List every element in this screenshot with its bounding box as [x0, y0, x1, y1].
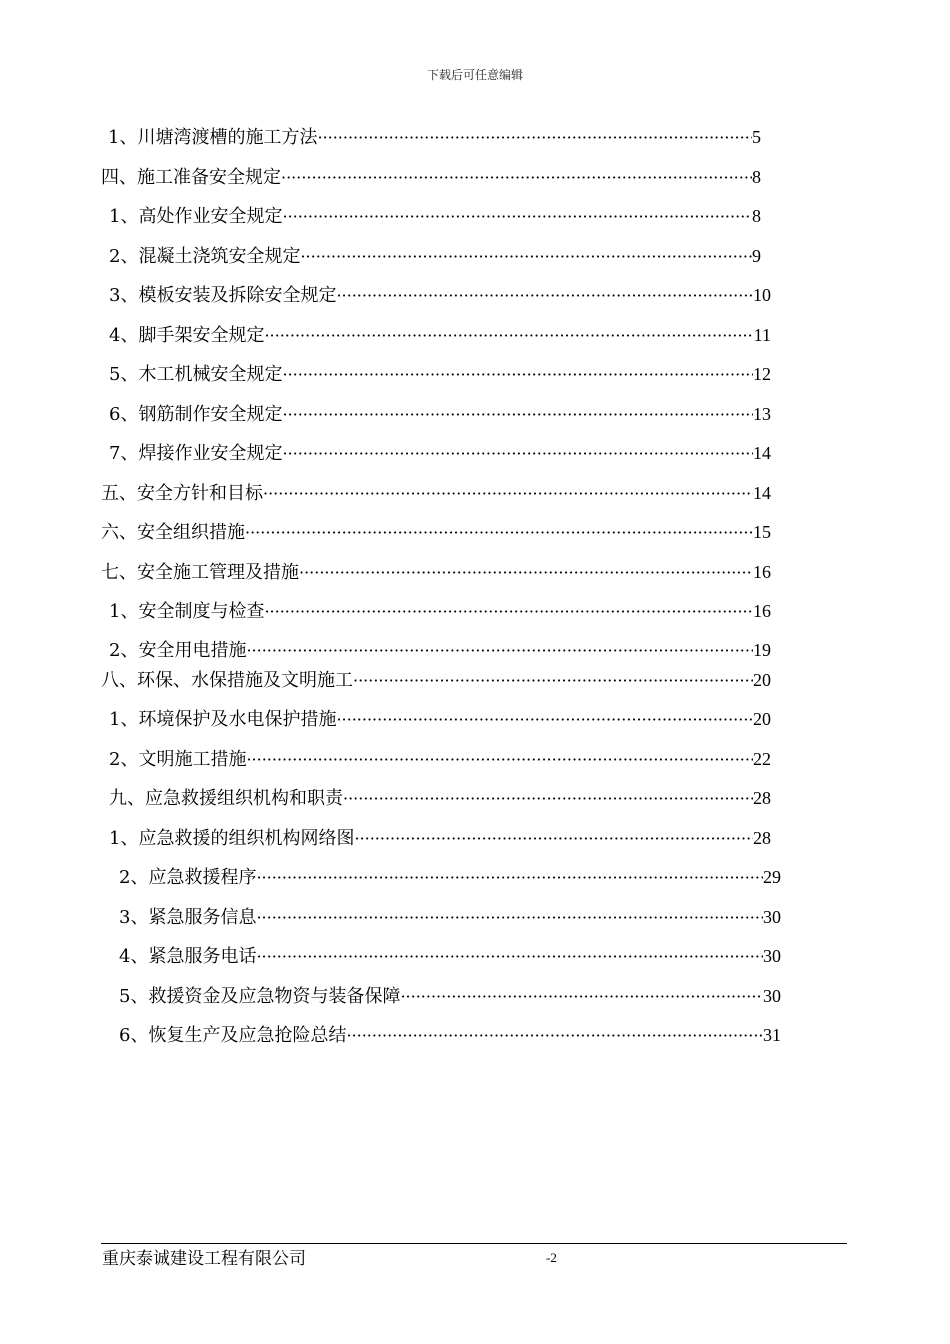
toc-leader-dots — [282, 362, 753, 388]
toc-entry-page: 28 — [753, 828, 771, 848]
toc-entry-page: 8 — [752, 206, 761, 226]
toc-entry-page: 13 — [753, 404, 771, 424]
toc-entry[interactable] — [109, 825, 771, 851]
toc-entry[interactable] — [109, 637, 771, 663]
toc-entry-page: 14 — [753, 443, 771, 463]
toc-leader-dots — [256, 944, 763, 970]
toc-entry[interactable] — [109, 401, 771, 427]
toc-leader-dots — [245, 520, 753, 546]
toc-entry-title: 7、焊接作业安全规定 — [109, 443, 283, 464]
toc-entry[interactable] — [109, 598, 771, 624]
page-header-note: 下载后可任意编辑 — [426, 68, 523, 82]
toc-leader-dots — [346, 1023, 763, 1049]
toc-entry-title: 九、应急救援组织机构和职责 — [109, 788, 343, 809]
toc-entry[interactable] — [101, 519, 771, 545]
toc-entry[interactable] — [101, 559, 771, 585]
toc-leader-dots — [246, 747, 753, 773]
toc-entry[interactable] — [109, 746, 771, 772]
toc-entry-page: 29 — [763, 867, 781, 887]
toc-entry-title: 3、紧急服务信息 — [119, 907, 257, 928]
footer-company-name: 重庆泰诚建设工程有限公司 — [102, 1249, 306, 1269]
toc-entry[interactable] — [109, 706, 771, 732]
toc-entry-title: 6、恢复生产及应急抢险总结 — [119, 1025, 347, 1046]
toc-entry-title: 七、安全施工管理及措施 — [101, 562, 299, 583]
toc-leader-dots — [263, 481, 753, 507]
toc-entry-page: 11 — [753, 325, 771, 345]
toc-entry-title: 2、文明施工措施 — [109, 749, 247, 770]
toc-entry-title: 5、救援资金及应急物资与装备保障 — [119, 986, 401, 1007]
toc-leader-dots — [256, 865, 763, 891]
toc-leader-dots — [300, 244, 752, 270]
toc-entry-page: 20 — [753, 709, 771, 729]
toc-entry-title: 六、安全组织措施 — [101, 522, 245, 543]
toc-entry-title: 2、安全用电措施 — [109, 640, 247, 661]
toc-leader-dots — [400, 984, 763, 1010]
toc-entry[interactable] — [119, 1022, 781, 1048]
toc-entry-title: 1、川塘湾渡槽的施工方法 — [108, 127, 318, 148]
toc-entry-title: 2、混凝土浇筑安全规定 — [109, 246, 301, 267]
toc-leader-dots — [256, 905, 763, 931]
toc-leader-dots — [343, 786, 753, 812]
toc-entry-title: 4、脚手架安全规定 — [109, 325, 265, 346]
toc-leader-dots — [264, 323, 753, 349]
toc-entry-page: 28 — [753, 788, 771, 808]
toc-entry-page: 10 — [753, 285, 771, 305]
toc-entry-title: 3、模板安装及拆除安全规定 — [109, 285, 337, 306]
toc-entry-page: 30 — [763, 946, 781, 966]
toc-entry[interactable] — [108, 124, 761, 150]
toc-entry[interactable] — [101, 480, 771, 506]
toc-entry-title: 五、安全方针和目标 — [101, 483, 263, 504]
toc-entry-title: 四、施工准备安全规定 — [101, 167, 281, 188]
toc-entry[interactable] — [109, 322, 771, 348]
toc-entry-title: 1、应急救援的组织机构网络图 — [109, 828, 355, 849]
toc-leader-dots — [354, 826, 753, 852]
toc-entry-page: 9 — [752, 246, 761, 266]
toc-entry-page: 19 — [753, 640, 771, 660]
toc-entry-page: 5 — [752, 127, 761, 147]
toc-entry[interactable] — [119, 864, 781, 890]
toc-entry[interactable] — [109, 203, 761, 229]
toc-entry[interactable] — [101, 667, 771, 693]
toc-entry-page: 16 — [753, 601, 771, 621]
toc-entry-page: 30 — [763, 986, 781, 1006]
toc-leader-dots — [282, 441, 753, 467]
toc-entry[interactable] — [119, 943, 781, 969]
toc-entry-title: 1、高处作业安全规定 — [109, 206, 283, 227]
toc-leader-dots — [336, 707, 753, 733]
toc-entry-page: 16 — [753, 562, 771, 582]
toc-entry-title: 5、木工机械安全规定 — [109, 364, 283, 385]
toc-entry[interactable] — [119, 904, 781, 930]
toc-entry-title: 1、安全制度与检查 — [109, 601, 265, 622]
toc-leader-dots — [281, 165, 752, 191]
toc-entry-page: 15 — [753, 522, 771, 542]
toc-leader-dots — [299, 560, 753, 586]
toc-leader-dots — [317, 125, 752, 151]
toc-entry-page: 14 — [753, 483, 771, 503]
toc-entry[interactable] — [109, 282, 771, 308]
toc-entry[interactable] — [109, 243, 761, 269]
footer-page-number: -2 — [546, 1250, 557, 1265]
toc-entry-title: 4、紧急服务电话 — [119, 946, 257, 967]
toc-entry-title: 八、环保、水保措施及文明施工 — [101, 670, 353, 691]
toc-leader-dots — [353, 668, 753, 694]
toc-entry[interactable] — [119, 983, 781, 1009]
toc-entry-page: 20 — [753, 670, 771, 690]
toc-entry-page: 12 — [753, 364, 771, 384]
toc-entry-title: 2、应急救援程序 — [119, 867, 257, 888]
toc-leader-dots — [282, 204, 752, 230]
toc-entry-title: 1、环境保护及水电保护措施 — [109, 709, 337, 730]
toc-entry-page: 22 — [753, 749, 771, 769]
toc-leader-dots — [264, 599, 753, 625]
toc-entry[interactable] — [101, 164, 761, 190]
toc-entry-title: 6、钢筋制作安全规定 — [109, 404, 283, 425]
toc-leader-dots — [282, 402, 753, 428]
toc-entry-page: 8 — [752, 167, 761, 187]
toc-entry[interactable] — [109, 361, 771, 387]
toc-entry[interactable] — [109, 785, 771, 811]
toc-entry-page: 31 — [763, 1025, 781, 1045]
toc-entry[interactable] — [109, 440, 771, 466]
toc-leader-dots — [246, 638, 753, 664]
toc-leader-dots — [336, 283, 753, 309]
toc-entry-page: 30 — [763, 907, 781, 927]
